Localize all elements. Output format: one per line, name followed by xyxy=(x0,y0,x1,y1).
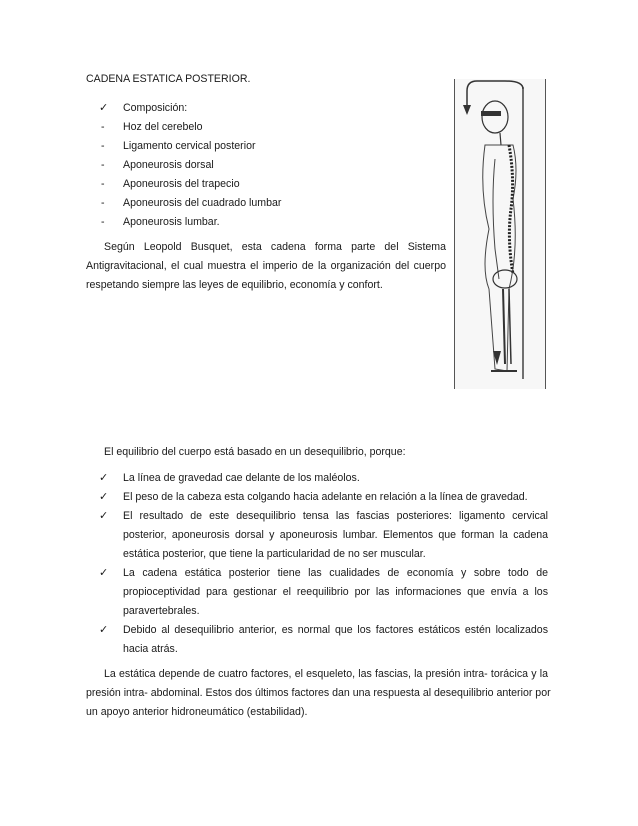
reason-line: El resultado de este desequilibrio tensa las fascias posteriores: ligamento cervical xyxy=(123,510,548,522)
reason-line: La cadena estática posterior tiene las cualidades de economía y sobre todo de xyxy=(123,567,548,579)
composition-title: Composición: xyxy=(123,102,188,114)
paragraph-line: presión intra- abdominal. Estos dos últimos factores dan una respuesta al desequilibrio anterior por xyxy=(86,687,551,699)
reason-line: Debido al desequilibrio anterior, es normal que los factores estáticos estén localizados xyxy=(123,624,548,636)
reason-line: paravertebrales. xyxy=(123,605,200,617)
dash-bullet: - xyxy=(101,159,105,171)
composition-item: Aponeurosis del cuadrado lumbar xyxy=(123,197,282,209)
check-icon: ✓ xyxy=(99,471,109,484)
composition-item: Aponeurosis lumbar. xyxy=(123,216,220,228)
check-icon: ✓ xyxy=(99,509,109,522)
reason-line: La línea de gravedad cae delante de los maléolos. xyxy=(123,472,360,484)
reason-line: propioceptividad para gestionar el reequilibrio por las informaciones que envía a los xyxy=(123,586,548,598)
reason-line: hacia atrás. xyxy=(123,643,178,655)
reason-line: estática posterior, que tiene la particularidad de no ser muscular. xyxy=(123,548,426,560)
intro-sentence: El equilibrio del cuerpo está basado en un desequilibrio, porque: xyxy=(104,446,406,458)
check-icon: ✓ xyxy=(99,101,109,114)
paragraph-line: un apoyo anterior hidroneumático (estabilidad). xyxy=(86,706,308,718)
check-icon: ✓ xyxy=(99,490,109,503)
paragraph-line: Según Leopold Busquet, esta cadena forma parte del Sistema xyxy=(104,241,446,253)
reason-line: El peso de la cabeza esta colgando hacia adelante en relación a la línea de gravedad. xyxy=(123,491,528,503)
reason-line: posterior, aponeurosis dorsal y aponeurosis lumbar. Elementos que forman la cadena xyxy=(123,529,548,541)
composition-item: Aponeurosis dorsal xyxy=(123,159,214,171)
paragraph-line: La estática depende de cuatro factores, el esqueleto, las fascias, la presión intra- torácica y la xyxy=(104,668,548,680)
composition-item: Ligamento cervical posterior xyxy=(123,140,256,152)
page-heading: CADENA ESTATICA POSTERIOR. xyxy=(86,73,251,85)
paragraph-line: respetando siempre las leyes de equilibrio, economía y confort. xyxy=(86,279,383,291)
dash-bullet: - xyxy=(101,121,105,133)
dash-bullet: - xyxy=(101,216,105,228)
paragraph-line: Antigravitacional, el cual muestra el imperio de la organización del cuerpo xyxy=(86,260,446,272)
check-icon: ✓ xyxy=(99,566,109,579)
dash-bullet: - xyxy=(101,178,105,190)
composition-item: Hoz del cerebelo xyxy=(123,121,203,133)
dash-bullet: - xyxy=(101,197,105,209)
posterior-chain-skeleton-figure xyxy=(454,79,546,389)
dash-bullet: - xyxy=(101,140,105,152)
skeleton-figure-icon xyxy=(455,79,545,389)
composition-item: Aponeurosis del trapecio xyxy=(123,178,240,190)
check-icon: ✓ xyxy=(99,623,109,636)
